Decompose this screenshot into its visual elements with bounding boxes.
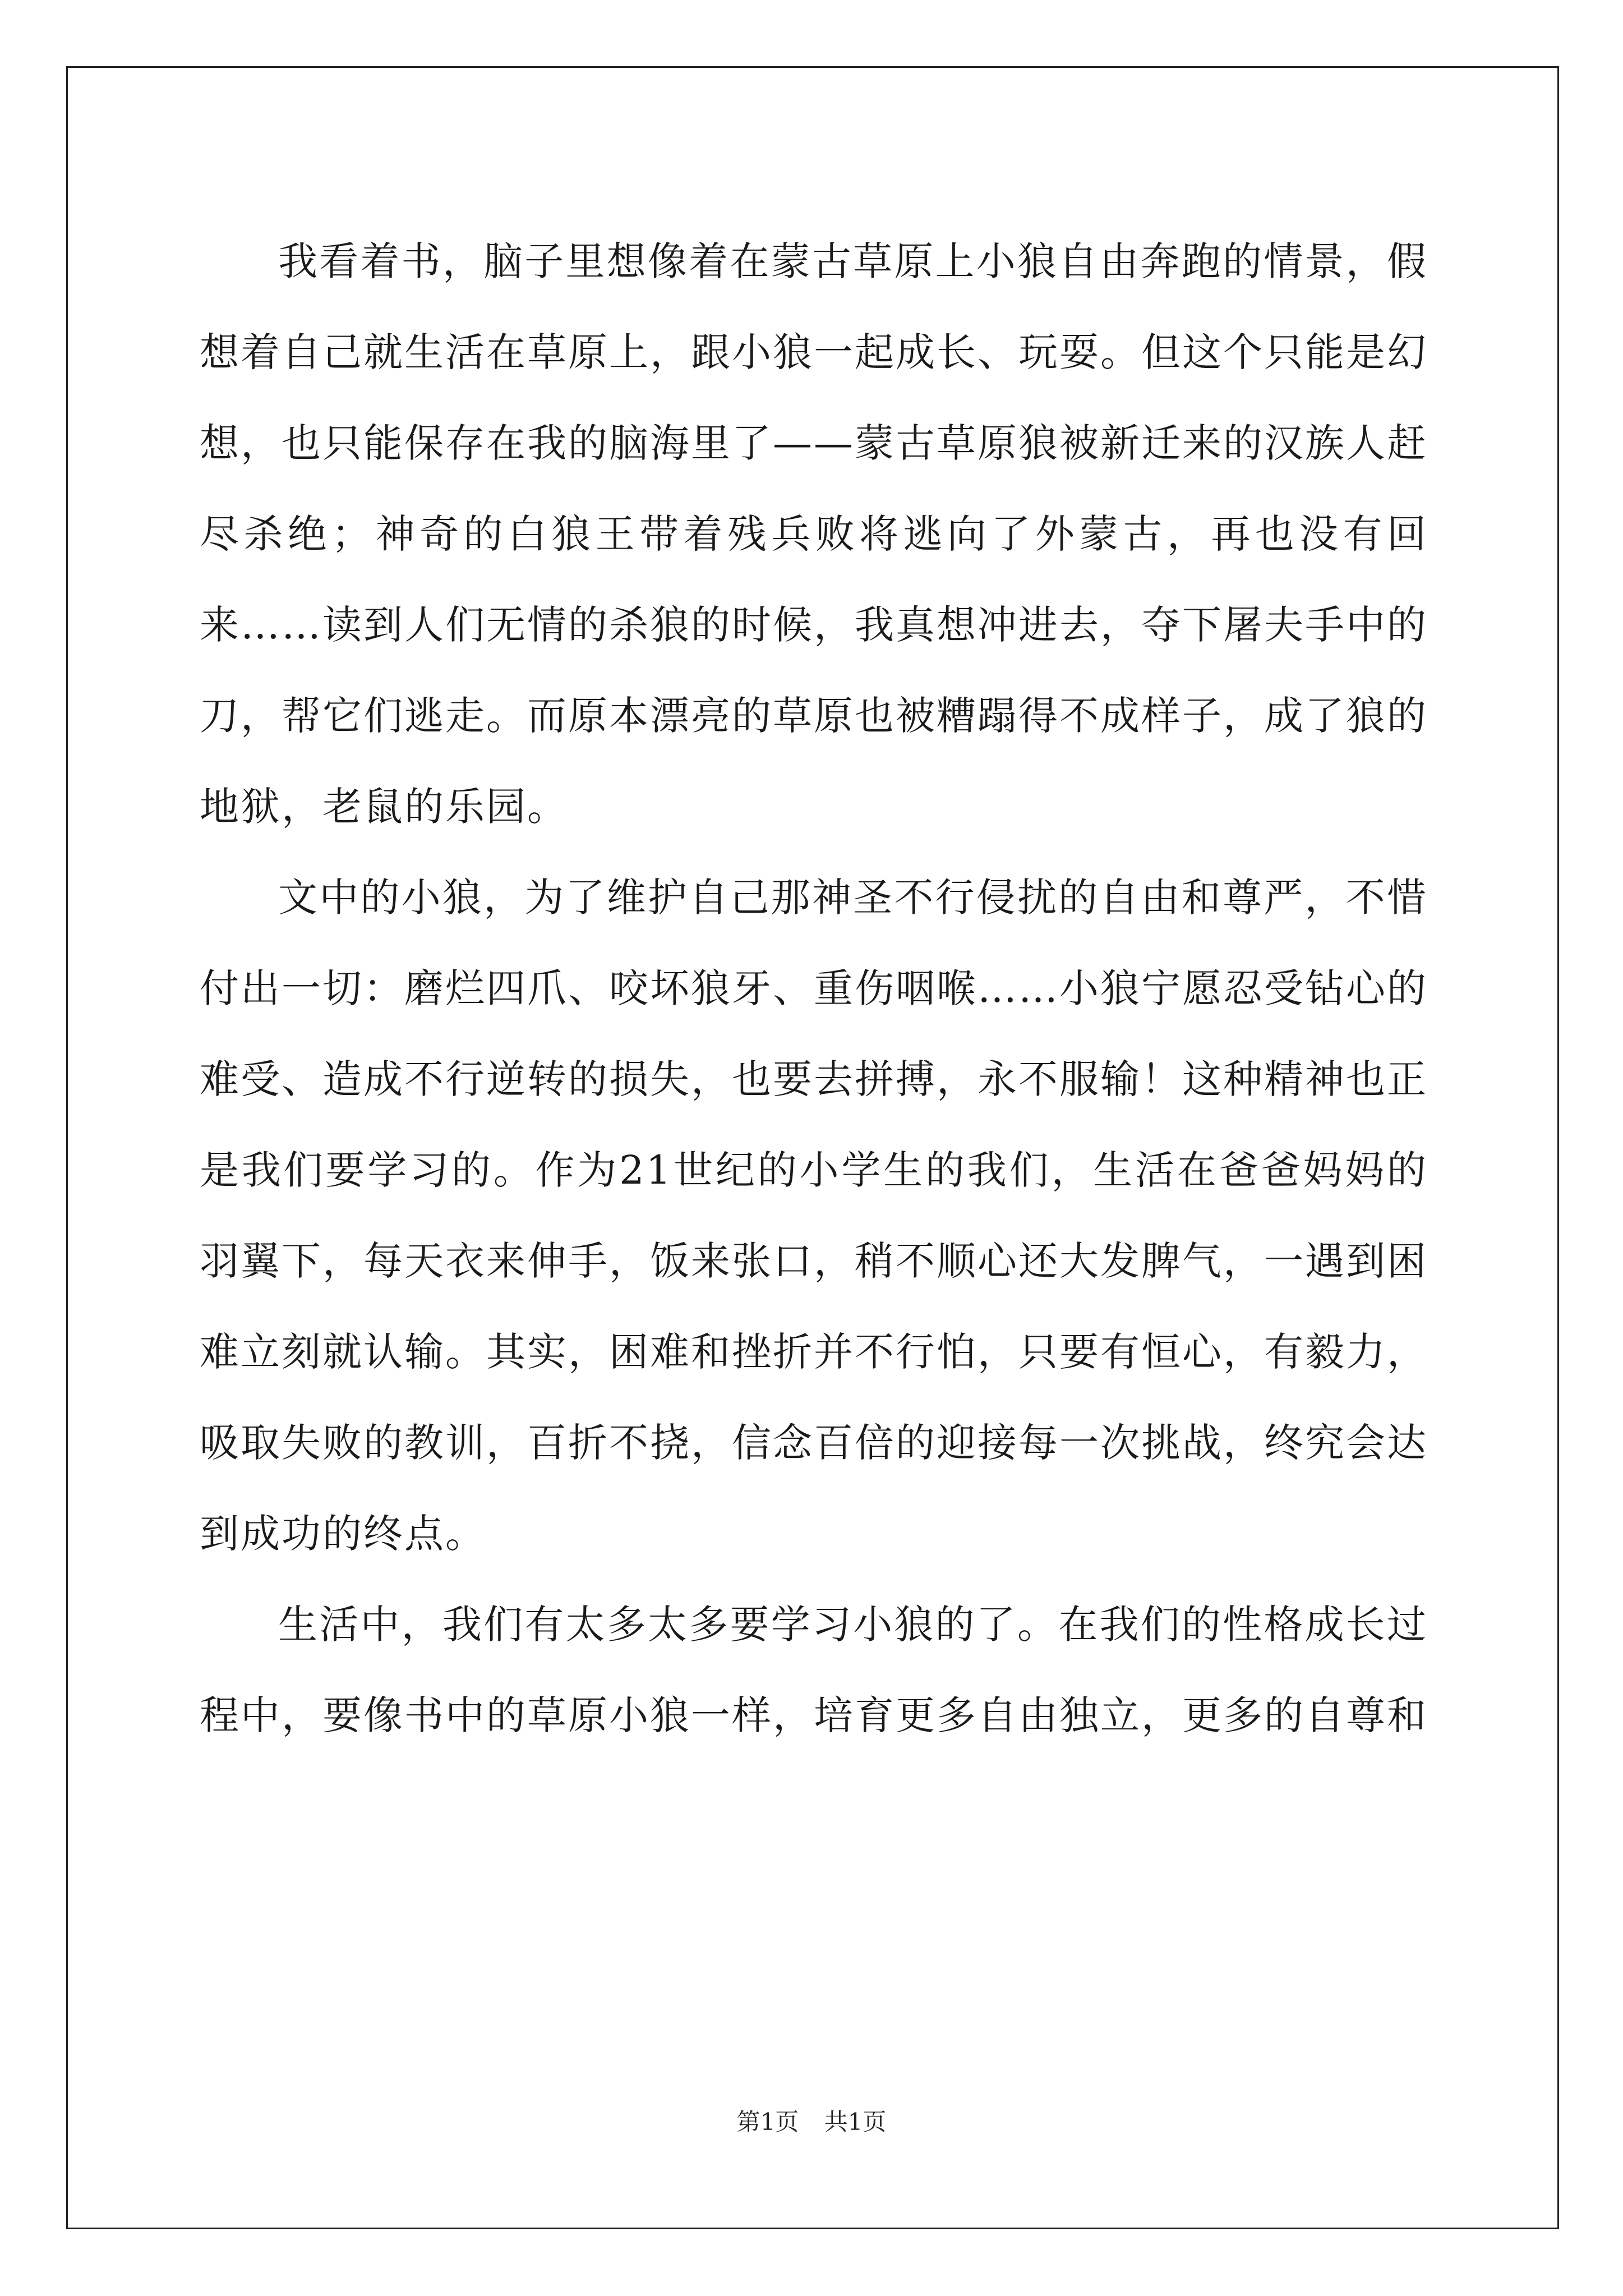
page-footer bbox=[0, 2104, 1623, 2137]
paragraph-2: 文中的小狼，为了维护自己那神圣不行侵扰的自由和尊严，不惜付出一切：磨烂四爪、咬坏狼牙、重伤咽喉……小狼宁愿忍受钻心的难受、造成不行逆转的损失，也要去拼搏，永不服输！这种精神也正是我们要学习的。作为21世纪的小学生的我们，生活在爸爸妈妈的羽翼下，每天衣来伸手，饭来张口，稍不顺心还大发脾气，一遇到困难立刻就认输。其实，困难和挫折并不行怕，只要有恒心，有毅力，吸取失败的教训，百折不挠，信念百倍的迎接每一次挑战，终究会达到成功的终点。 bbox=[200, 875, 1428, 1557]
document-body bbox=[200, 216, 1428, 1761]
page-total: 共1页 bbox=[824, 2108, 887, 2136]
page-number: 第1页 bbox=[736, 2108, 799, 2136]
paragraph-3: 生活中，我们有太多太多要学习小狼的了。在我们的性格成长过程中，要像书中的草原小狼一样，培育更多自由独立，更多的自尊和 bbox=[200, 1602, 1428, 1738]
paragraph-1: 我看着书，脑子里想像着在蒙古草原上小狼自由奔跑的情景，假想着自己就生活在草原上，跟小狼一起成长、玩耍。但这个只能是幻想，也只能保存在我的脑海里了——蒙古草原狼被新迁来的汉族人赶尽杀绝；神奇的白狼王带着残兵败将逃向了外蒙古，再也没有回来……读到人们无情的杀狼的时候，我真想冲进去，夺下屠夫手中的刀，帮它们逃走。而原本漂亮的草原也被糟蹋得不成样子，成了狼的地狱，老鼠的乐园。 bbox=[200, 238, 1428, 830]
